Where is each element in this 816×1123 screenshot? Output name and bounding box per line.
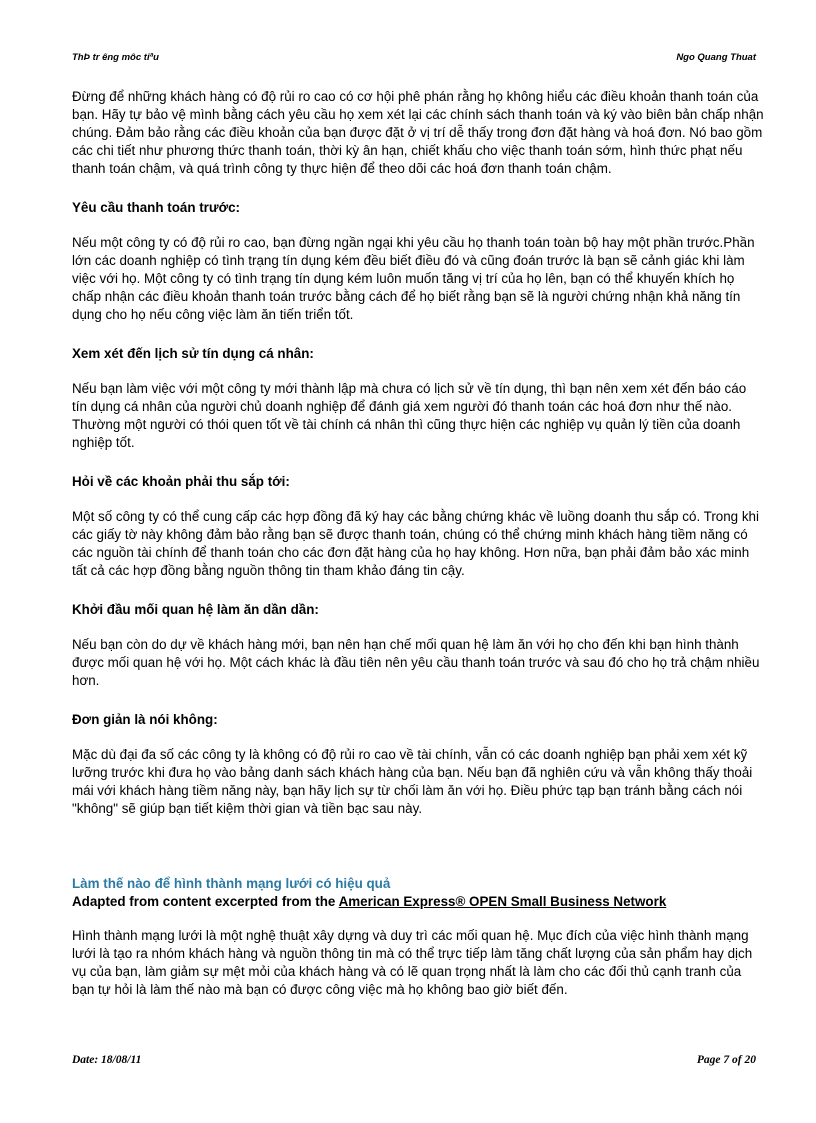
paragraph-say-no: Mặc dù đại đa số các công ty là không có độ rủi ro cao về tài chính, vẫn có các doanh nghiệp bạn phải xem xét kỹ lưỡng trước khi đưa họ vào bảng danh sách khách hàng của bạn. Nếu bạn đã nghiên cứu và vẫn không thấy thoải mái với khách hàng tiềm năng này, bạn hãy lịch sự từ chối làm ăn với họ. Điều phức tạp bạn tránh bằng cách nói "không" sẽ giúp bạn tiết kiệm thời gian và tiền bạc sau này. [72, 747, 753, 816]
amex-network-link[interactable]: American Express® OPEN Small Business Network [338, 894, 667, 909]
running-header-author: Ngo Quang Thuat [676, 52, 756, 63]
running-header-left: ThÞ tr êng môc tiªu [72, 52, 159, 63]
heading-receivables: Hỏi về các khoản phải thu sắp tới: [72, 474, 290, 489]
paragraph-prepayment: Nếu một công ty có độ rủi ro cao, bạn đừng ngần ngại khi yêu cầu họ thanh toán toàn bộ hay một phần trước.Phần lớn các doanh nghiệp có tình trạng tín dụng kém đều biết điều đó và cũng đoán trước là bạn sẽ cảnh giác khi làm việc với họ. Một công ty có tình trạng tín dụng kém luôn muốn tăng vị trí của họ lên, bạn có thể khuyến khích họ chấp nhận các điều khoản thanh toán trước bằng cách để họ biết rằng bạn sẽ là người chứng nhận khả năng tín dụng cho họ nếu công việc làm ăn tiến triển tốt. [72, 235, 755, 322]
heading-say-no: Đơn giản là nói không: [72, 712, 218, 727]
heading-gradual-relationship: Khởi đầu mối quan hệ làm ăn dần dần: [72, 602, 319, 617]
paragraph-personal-credit: Nếu bạn làm việc với một công ty mới thành lập mà chưa có lịch sử về tín dụng, thì bạn nên xem xét đến báo cáo tín dụng cá nhân của người chủ doanh nghiệp để đánh giá xem người đó thanh toán các hoá đơn như thế nào. Thường một người có thói quen tốt về tài chính cá nhân thì cũng thực hiện các nghiệp vụ quản lý tiền của doanh nghiệp tốt. [72, 381, 747, 450]
attribution-prefix: Adapted from content excerpted from the [72, 894, 339, 909]
footer-page-number: Page 7 of 20 [696, 1054, 756, 1066]
section-title-networking: Làm thế nào để hình thành mạng lưới có hiệu quả [72, 876, 391, 891]
section-attribution [72, 893, 764, 911]
paragraph-payment-terms: Đừng để những khách hàng có độ rủi ro cao có cơ hội phê phán rằng họ không hiểu các điều khoản thanh toán của bạn. Hãy tự bảo vệ mình bằng cách yêu cầu họ xem xét lại các chính sách thanh toán và ký vào biên bản chấp nhận chúng. Đảm bảo rằng các điều khoản của bạn được đặt ở vị trí dễ thấy trong đơn đặt hàng và hoá đơn. Nó bao gồm các chi tiết như phương thức thanh toán, thời kỳ ân hạn, chiết khấu cho việc thanh toán sớm, hình thức phạt nếu thanh toán chậm, và quá trình công ty thực hiện để theo dõi các hoá đơn thanh toán chậm. [72, 89, 764, 176]
paragraph-gradual-relationship: Nếu bạn còn do dự về khách hàng mới, bạn nên hạn chế mối quan hệ làm ăn với họ cho đến khi bạn hình thành được mối quan hệ với họ. Một cách khác là đầu tiên nên yêu cầu thanh toán trước và sau đó cho họ trả chậm nhiều hơn. [72, 637, 760, 688]
heading-personal-credit: Xem xét đến lịch sử tín dụng cá nhân: [72, 346, 314, 361]
footer-date: Date: 18/08/11 [72, 1054, 142, 1066]
heading-prepayment: Yêu cầu thanh toán trước: [72, 200, 241, 215]
paragraph-networking: Hình thành mạng lưới là một nghệ thuật xây dựng và duy trì các mối quan hệ. Mục đích của việc hình thành mạng lưới là tạo ra nhóm khách hàng và nguồn thông tin mà có thể trực tiếp làm tăng chất lượng của sản phẩm hay dịch vụ của bạn, làm giảm sự mệt mỏi của khách hàng và có lẽ quan trọng nhất là làm cho các đối thủ cạnh tranh của bạn tự hỏi là làm thế nào mà bạn có được công việc mà họ không bao giờ biết đến. [72, 928, 753, 997]
page-body [72, 88, 764, 1020]
paragraph-receivables: Một số công ty có thể cung cấp các hợp đồng đã ký hay các bằng chứng khác về luồng doanh thu sắp có. Trong khi các giấy tờ này không đảm bảo rằng bạn sẽ được thanh toán, chúng có thể chứng minh khách hàng tiềm năng có các nguồn tài chính để thanh toán cho các đơn đặt hàng của họ hay không. Hơn nữa, bạn phải đảm bảo xác minh tất cả các hợp đồng bằng nguồn thông tin tham khảo đáng tin cậy. [72, 509, 759, 578]
